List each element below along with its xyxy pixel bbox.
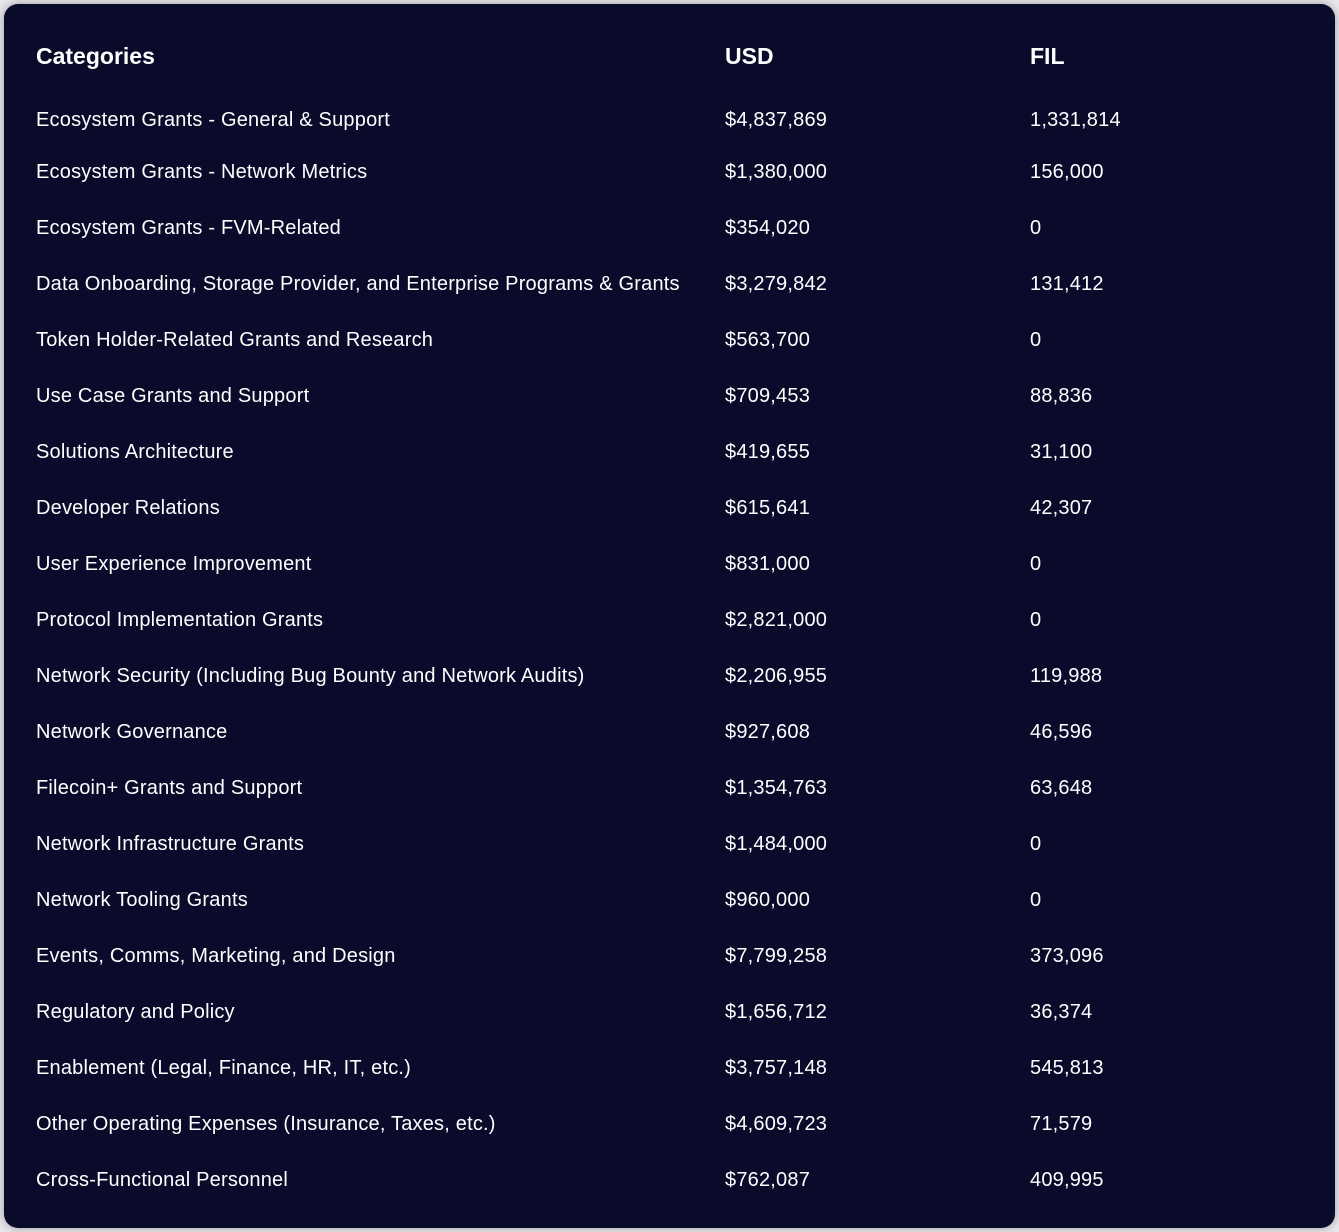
table-row (36, 368, 1316, 424)
cell-category: Token Holder-Related Grants and Research (36, 329, 434, 351)
cell-usd: $709,453 (725, 385, 811, 407)
cell-usd: $762,087 (725, 1169, 811, 1191)
header-usd: USD (725, 43, 774, 69)
cell-category: Network Governance (36, 721, 228, 743)
table-row (36, 592, 1316, 648)
cell-fil: 0 (1030, 889, 1042, 911)
cell-usd: $1,656,712 (725, 1001, 828, 1023)
cell-fil: 373,096 (1030, 945, 1104, 967)
cell-usd: $354,020 (725, 217, 811, 239)
table-row (36, 536, 1316, 592)
cell-category: Ecosystem Grants - FVM-Related (36, 217, 341, 239)
cell-fil: 0 (1030, 553, 1042, 575)
table-body (36, 80, 1316, 1208)
table-row (36, 424, 1316, 480)
table-row (36, 984, 1316, 1040)
cell-fil: 545,813 (1030, 1057, 1104, 1079)
cell-usd: $3,757,148 (725, 1057, 828, 1079)
cell-fil: 0 (1030, 609, 1042, 631)
table-row (36, 760, 1316, 816)
table-row (36, 928, 1316, 984)
cell-usd: $4,609,723 (725, 1113, 828, 1135)
cell-category: Solutions Architecture (36, 441, 234, 463)
cell-fil: 71,579 (1030, 1113, 1093, 1135)
cell-category: Cross-Functional Personnel (36, 1169, 288, 1191)
cell-usd: $615,641 (725, 497, 811, 519)
header-fil: FIL (1030, 43, 1065, 69)
table-row (36, 1040, 1316, 1096)
cell-fil: 46,596 (1030, 721, 1093, 743)
cell-usd: $927,608 (725, 721, 811, 743)
cell-category: Network Infrastructure Grants (36, 833, 305, 855)
cell-fil: 409,995 (1030, 1169, 1104, 1191)
cell-category: Ecosystem Grants - General & Support (36, 109, 391, 131)
cell-category: Protocol Implementation Grants (36, 609, 324, 631)
cell-fil: 88,836 (1030, 385, 1093, 407)
cell-usd: $419,655 (725, 441, 811, 463)
table-row (36, 1152, 1316, 1208)
cell-category: Data Onboarding, Storage Provider, and Enterprise Programs & Grants (36, 273, 680, 295)
table-row (36, 200, 1316, 256)
budget-table (36, 32, 1316, 1208)
table-row (36, 1096, 1316, 1152)
cell-fil: 0 (1030, 329, 1042, 351)
cell-fil: 0 (1030, 833, 1042, 855)
table-row (36, 480, 1316, 536)
cell-usd: $1,380,000 (725, 161, 828, 183)
table-header-row (36, 32, 1316, 80)
table-row (36, 704, 1316, 760)
cell-category: Use Case Grants and Support (36, 385, 310, 407)
cell-category: Developer Relations (36, 497, 220, 519)
cell-fil: 131,412 (1030, 273, 1104, 295)
table-row (36, 648, 1316, 704)
cell-fil: 0 (1030, 217, 1042, 239)
cell-usd: $1,484,000 (725, 833, 828, 855)
cell-fil: 36,374 (1030, 1001, 1093, 1023)
cell-category: Network Security (Including Bug Bounty and Network Audits) (36, 665, 585, 687)
cell-fil: 31,100 (1030, 441, 1093, 463)
budget-table-card (4, 4, 1335, 1228)
cell-usd: $1,354,763 (725, 777, 828, 799)
cell-fil: 42,307 (1030, 497, 1093, 519)
cell-usd: $7,799,258 (725, 945, 828, 967)
cell-usd: $3,279,842 (725, 273, 828, 295)
table-row (36, 816, 1316, 872)
cell-usd: $563,700 (725, 329, 811, 351)
cell-fil: 119,988 (1030, 665, 1103, 687)
table-row (36, 144, 1316, 200)
table-row (36, 80, 1316, 144)
cell-usd: $4,837,869 (725, 109, 828, 131)
table-row (36, 872, 1316, 928)
header-categories: Categories (36, 43, 155, 69)
cell-category: Ecosystem Grants - Network Metrics (36, 161, 368, 183)
cell-usd: $2,206,955 (725, 665, 828, 687)
cell-category: Filecoin+ Grants and Support (36, 777, 303, 799)
cell-fil: 1,331,814 (1030, 109, 1121, 131)
table-row (36, 256, 1316, 312)
cell-fil: 63,648 (1030, 777, 1093, 799)
cell-fil: 156,000 (1030, 161, 1104, 183)
cell-usd: $960,000 (725, 889, 811, 911)
cell-category: Other Operating Expenses (Insurance, Taxes, etc.) (36, 1113, 496, 1135)
cell-category: User Experience Improvement (36, 553, 312, 575)
table-row (36, 312, 1316, 368)
cell-usd: $831,000 (725, 553, 811, 575)
cell-category: Enablement (Legal, Finance, HR, IT, etc.) (36, 1057, 412, 1079)
cell-usd: $2,821,000 (725, 609, 828, 631)
cell-category: Network Tooling Grants (36, 889, 248, 911)
cell-category: Events, Comms, Marketing, and Design (36, 945, 396, 967)
cell-category: Regulatory and Policy (36, 1001, 235, 1023)
